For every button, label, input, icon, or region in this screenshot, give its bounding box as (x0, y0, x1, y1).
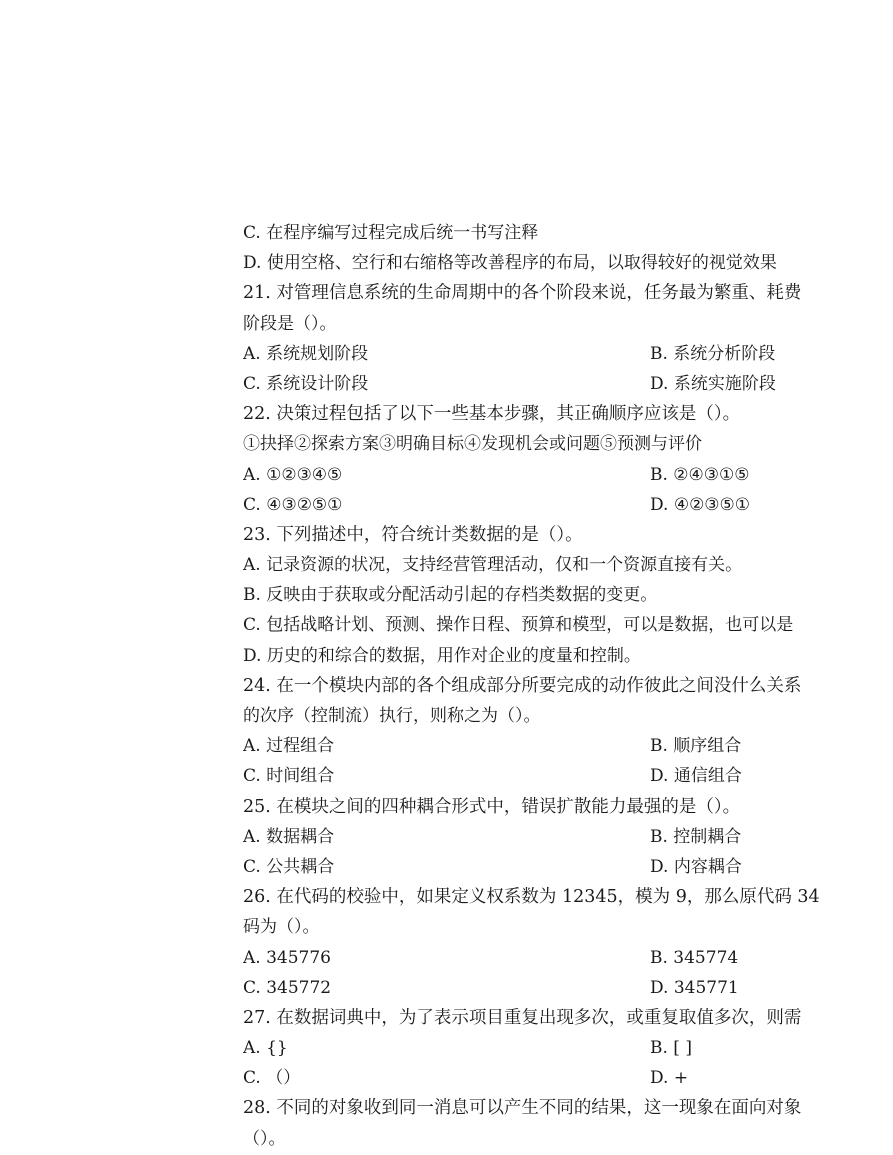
text-line: B. 反映由于获取或分配活动引起的存档类数据的变更。 (243, 585, 658, 606)
option-right: D. 内容耦合 (650, 856, 742, 877)
option-left: C. 系统设计阶段 (243, 373, 369, 394)
option-left: C. 公共耦合 (243, 856, 335, 877)
text-line: ①抉择②探索方案③明确目标④发现机会或问题⑤预测与评价 (243, 434, 702, 455)
exam-page-content (243, 218, 893, 1154)
option-right: B. 控制耦合 (650, 826, 742, 847)
option-right: D. 系统实施阶段 (650, 373, 776, 394)
option-row (243, 1063, 893, 1093)
option-right: B. 顺序组合 (650, 736, 742, 757)
question-stem: 27. 在数据词典中，为了表示项目重复出现多次，或重复取值多次，则需 (243, 1007, 802, 1028)
text-line: A. 记录资源的状况，支持经营管理活动，仅和一个资源直接有关。 (243, 555, 743, 576)
option-row (243, 460, 893, 490)
option-right: D. ④②③⑤① (650, 494, 751, 515)
option-row (243, 852, 893, 882)
option-left: C. 时间组合 (243, 766, 335, 787)
option-row (243, 339, 893, 369)
text-line: D. 使用空格、空行和右缩格等改善程序的布局，以取得较好的视觉效果 (243, 253, 777, 274)
option-left: C. （） (243, 1068, 301, 1089)
question-stem: 28. 不同的对象收到同一消息可以产生不同的结果，这一现象在面向对象 (243, 1098, 802, 1119)
text-line: C. 包括战略计划、预测、操作日程、预算和模型，可以是数据，也可以是 (243, 615, 794, 636)
question-stem: 23. 下列描述中，符合统计类数据的是（）。 (243, 524, 583, 545)
option-right: D. 通信组合 (650, 766, 742, 787)
option-row (243, 761, 893, 791)
option-right: B. 系统分析阶段 (650, 343, 776, 364)
option-row (243, 490, 893, 520)
question-stem: 22. 决策过程包括了以下一些基本步骤，其正确顺序应该是（）。 (243, 404, 741, 425)
question-stem: 21. 对管理信息系统的生命周期中的各个阶段来说，任务最为繁重、耗费 (243, 283, 802, 304)
question-stem: 24. 在一个模块内部的各个组成部分所要完成的动作彼此之间没什么关系 (243, 675, 802, 696)
text-line: 码为（）。 (243, 917, 320, 938)
option-row (243, 973, 893, 1003)
text-line: 的次序（控制流）执行，则称之为（）。 (243, 706, 541, 726)
option-right: D. 345771 (650, 977, 739, 998)
option-right: B. ②④③①⑤ (650, 464, 750, 485)
text-line: 阶段是（）。 (243, 313, 337, 334)
text-line: C. 在程序编写过程完成后统一书写注释 (243, 223, 539, 243)
option-row (243, 731, 893, 761)
option-left: A. ①②③④⑤ (243, 464, 343, 485)
option-row (243, 943, 893, 973)
option-left: A. 数据耦合 (243, 826, 335, 847)
question-stem: 26. 在代码的校验中，如果定义权系数为 12345，模为 9，那么原代码 34 (243, 887, 820, 908)
option-left: C. ④③②⑤① (243, 494, 343, 515)
option-left: C. 345772 (243, 977, 332, 998)
option-left: A. 系统规划阶段 (243, 343, 369, 364)
text-line: （）。 (243, 1128, 286, 1149)
option-row (243, 1033, 893, 1063)
option-left: A. 345776 (243, 947, 331, 968)
option-left: A. 过程组合 (243, 736, 335, 757)
option-right: B. 345774 (650, 947, 739, 968)
option-row (243, 369, 893, 399)
option-right: D. + (650, 1068, 689, 1089)
question-stem: 25. 在模块之间的四种耦合形式中，错误扩散能力最强的是（）。 (243, 796, 741, 817)
option-left: A. {} (243, 1038, 288, 1059)
option-right: B. [ ] (650, 1038, 692, 1059)
option-row (243, 822, 893, 852)
text-line: D. 历史的和综合的数据，用作对企业的度量和控制。 (243, 645, 641, 666)
